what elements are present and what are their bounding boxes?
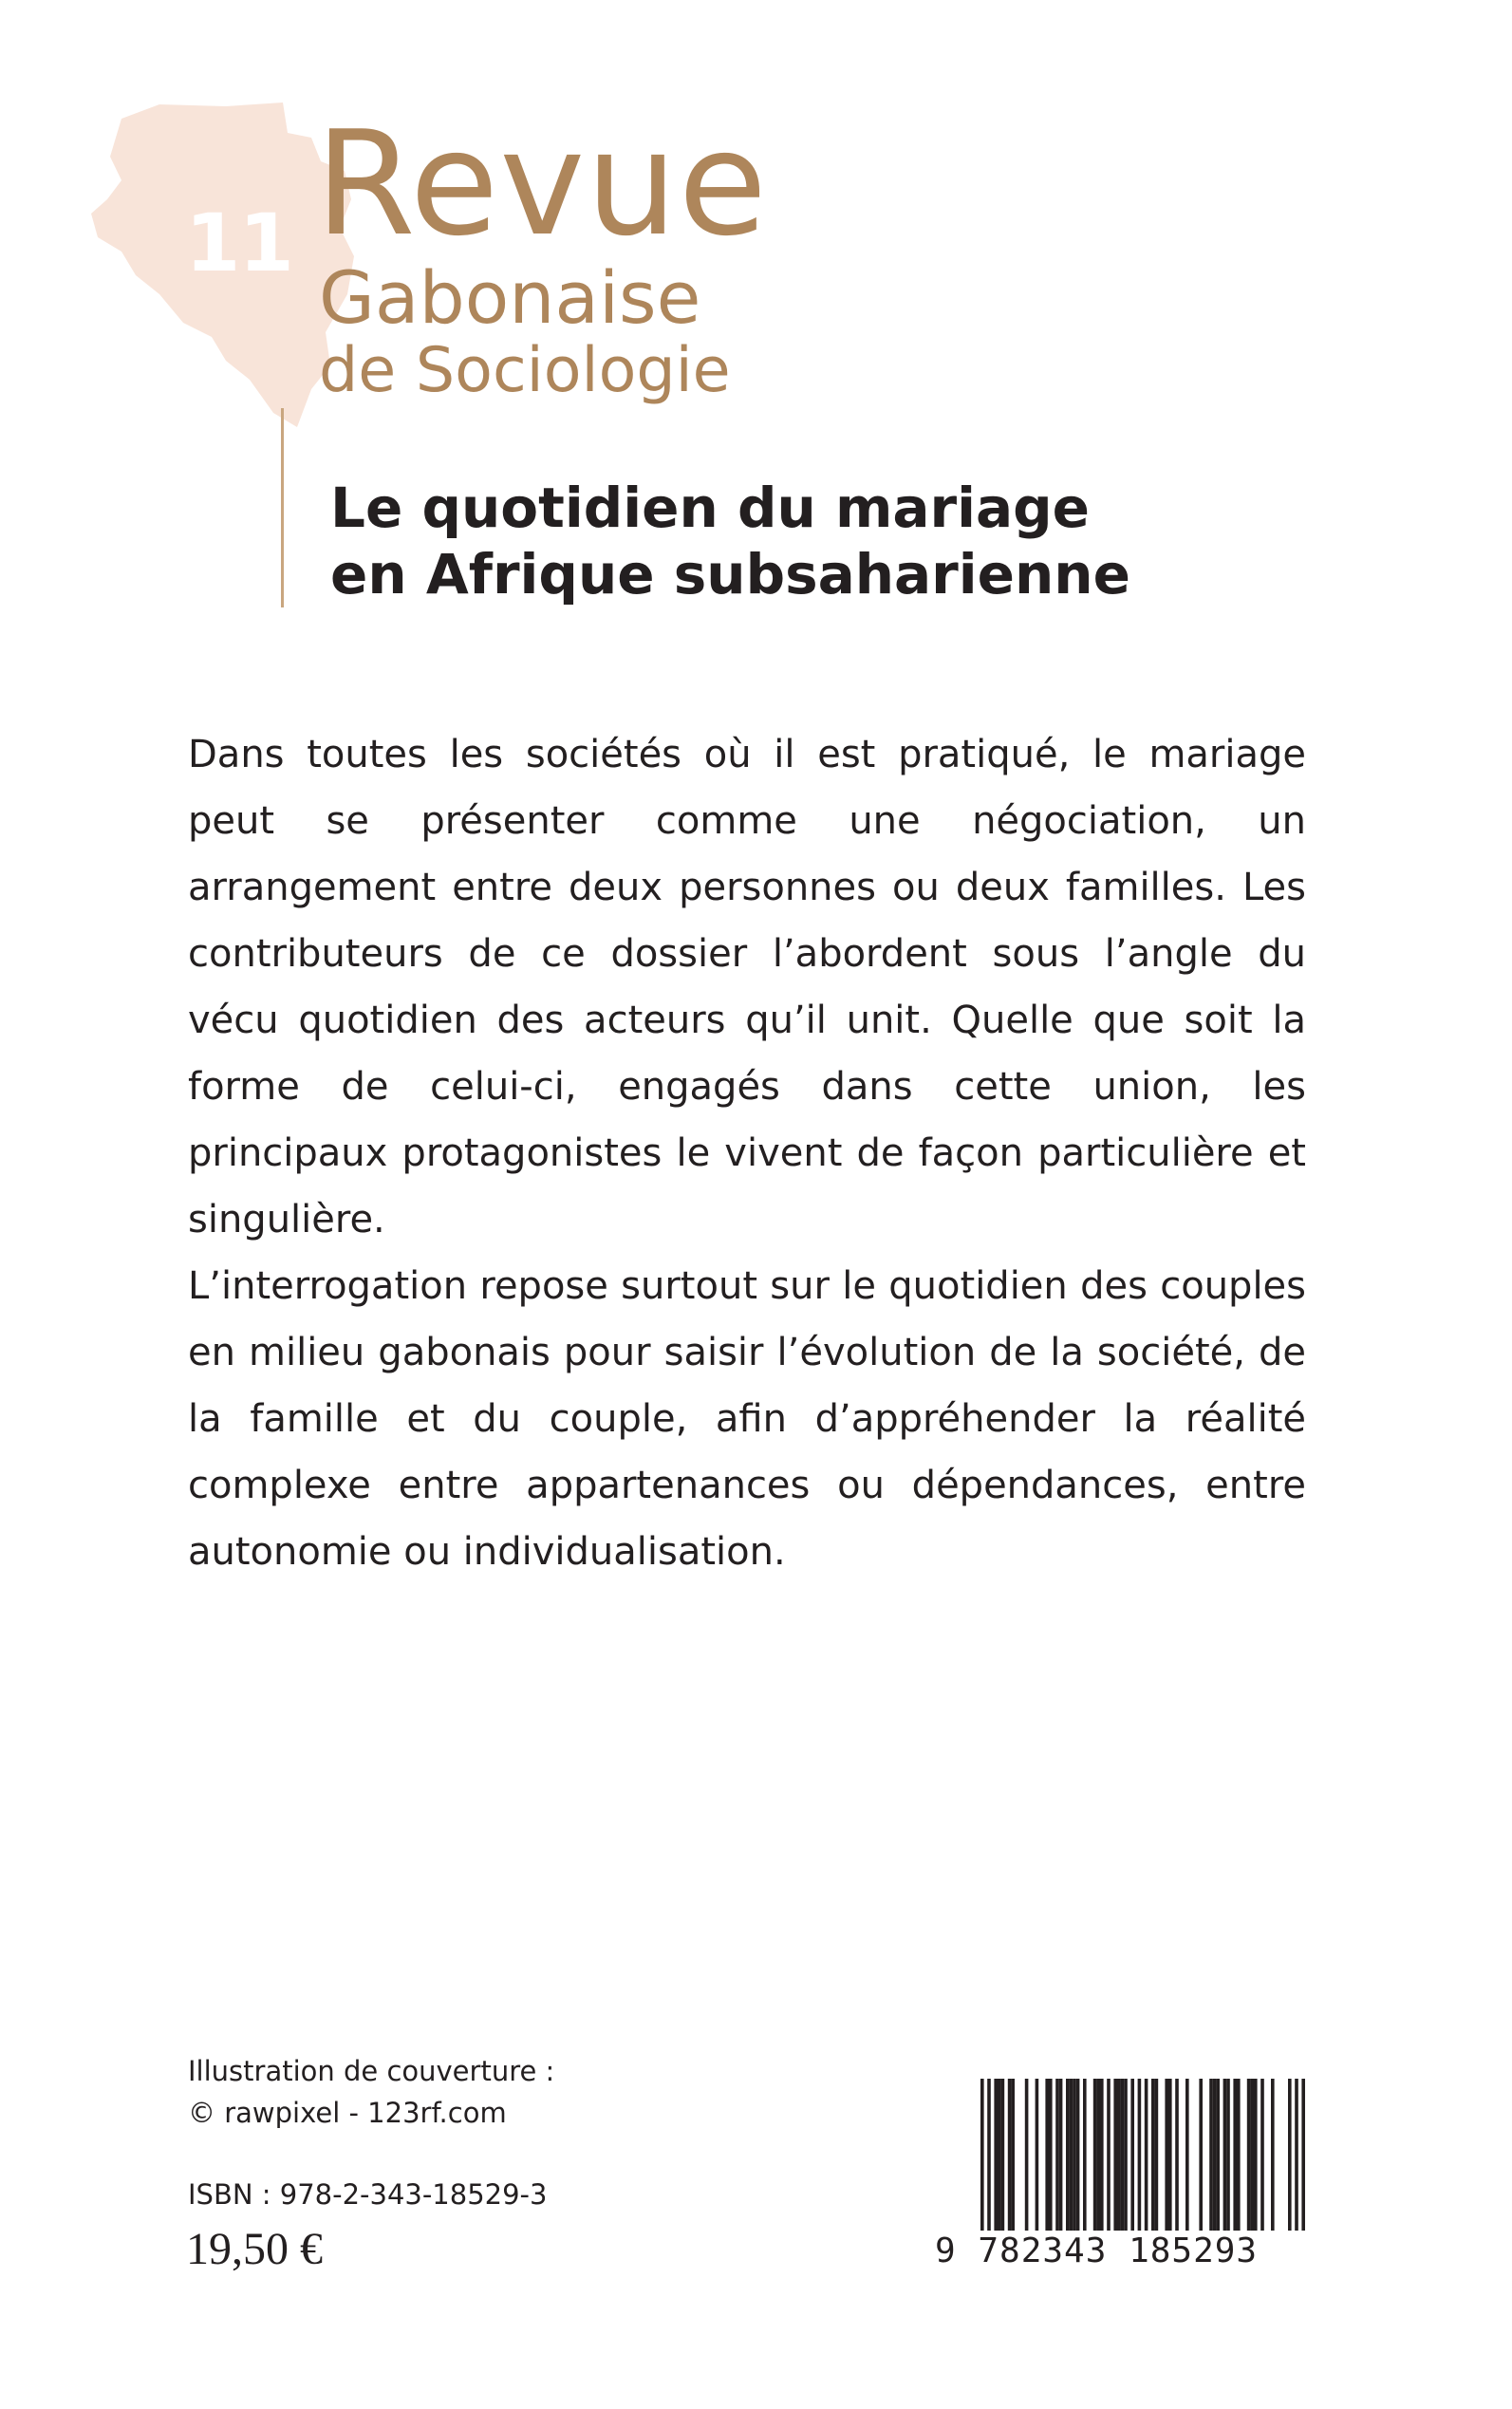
barcode-bar: [1145, 2079, 1148, 2231]
barcode-bar: [1008, 2079, 1012, 2231]
barcode-bar: [1113, 2079, 1117, 2231]
barcode-bar: [1175, 2079, 1179, 2231]
barcode-bar: [1055, 2079, 1059, 2231]
issue-number: 11: [185, 196, 292, 289]
vertical-divider: [281, 408, 284, 607]
barcode-bar: [1155, 2079, 1159, 2231]
summary-paragraph-1: Dans toutes les sociétés où il est pratiqué, le mariage peut se présenter comme une négociation, un arrangement entre deux personnes ou deux familles. Les contributeurs de ce dossier l’abordent sous l’angle du vécu quotidien des acteurs qu’il unit. Quelle que soit la forme de celui-ci, engagés dans cette union, les principaux protagonistes le vivent de façon particulière et singulière.: [188, 733, 1306, 1242]
price: 19,50 €: [186, 2224, 323, 2274]
cover-credits: [188, 2050, 554, 2134]
barcode-bars: [980, 2079, 1305, 2231]
summary-paragraph-2: L’interrogation repose surtout sur le quotidien des couples en milieu gabonais pour saisir l’évolution de la société, de la famille et du couple, afin d’appréhender la réalité complexe entre appartenances ou dépendances, entre autonomie ou individualisation.: [188, 1264, 1306, 1574]
barcode-bar: [1083, 2079, 1087, 2231]
barcode-bar: [1226, 2079, 1230, 2231]
barcode-digits: 9 782343 185293: [935, 2232, 1259, 2270]
barcode-bar: [1260, 2079, 1264, 2231]
journal-title-revue: Revue: [315, 100, 769, 268]
barcode-bar: [1168, 2079, 1172, 2231]
barcode-bar: [994, 2079, 998, 2231]
barcode-bar: [1237, 2079, 1241, 2231]
journal-title: [315, 100, 769, 406]
barcode-bar: [1151, 2079, 1155, 2231]
barcode-bar: [1165, 2079, 1168, 2231]
barcode-bar: [1070, 2079, 1073, 2231]
barcode-bar: [1301, 2079, 1305, 2231]
credits-source: © rawpixel - 123rf.com: [188, 2097, 507, 2129]
barcode-bar: [1001, 2079, 1005, 2231]
journal-title-sociologie: de Sociologie: [319, 335, 731, 406]
barcode-bar: [1107, 2079, 1111, 2231]
barcode-bar: [1011, 2079, 1015, 2231]
barcode-bar: [987, 2079, 991, 2231]
barcode-bar: [1213, 2079, 1217, 2231]
barcode-bar: [980, 2079, 984, 2231]
dossier-title-line1: Le quotidien du mariage: [330, 476, 1091, 540]
barcode-bar: [1199, 2079, 1203, 2231]
barcode-bar: [1117, 2079, 1121, 2231]
journal-title-gabonaise: Gabonaise: [319, 255, 701, 340]
barcode-bar: [1096, 2079, 1100, 2231]
summary-text: [188, 721, 1306, 1585]
barcode-bar: [1073, 2079, 1076, 2231]
barcode-bar: [1076, 2079, 1080, 2231]
barcode-bar: [1059, 2079, 1063, 2231]
barcode-bar: [1295, 2079, 1298, 2231]
barcode-bar: [1216, 2079, 1220, 2231]
barcode-bar: [1130, 2079, 1134, 2231]
barcode-bar: [1093, 2079, 1097, 2231]
barcode-bar: [1233, 2079, 1237, 2231]
barcode-bar: [1138, 2079, 1142, 2231]
barcode-bar: [1223, 2079, 1227, 2231]
barcode-bar: [1124, 2079, 1128, 2231]
barcode-bar: [1045, 2079, 1049, 2231]
barcode-bar: [1121, 2079, 1125, 2231]
barcode-bar: [1288, 2079, 1292, 2231]
barcode-bar: [1025, 2079, 1029, 2231]
barcode-bar: [1036, 2079, 1039, 2231]
barcode-bar: [1247, 2079, 1251, 2231]
barcode-bar: [1049, 2079, 1053, 2231]
isbn: ISBN : 978-2-343-18529-3: [188, 2178, 548, 2211]
barcode-bar: [998, 2079, 1001, 2231]
barcode-bar: [1254, 2079, 1258, 2231]
dossier-title: [330, 475, 1130, 607]
dossier-title-line2: en Afrique subsaharienne: [330, 542, 1130, 607]
credits-label: Illustration de couverture :: [188, 2055, 555, 2087]
barcode: [935, 2079, 1316, 2283]
barcode-bar: [1100, 2079, 1104, 2231]
barcode-bar: [1066, 2079, 1070, 2231]
barcode-bar: [1185, 2079, 1189, 2231]
barcode-bar: [1271, 2079, 1275, 2231]
barcode-bar: [1209, 2079, 1213, 2231]
barcode-bar: [1250, 2079, 1254, 2231]
